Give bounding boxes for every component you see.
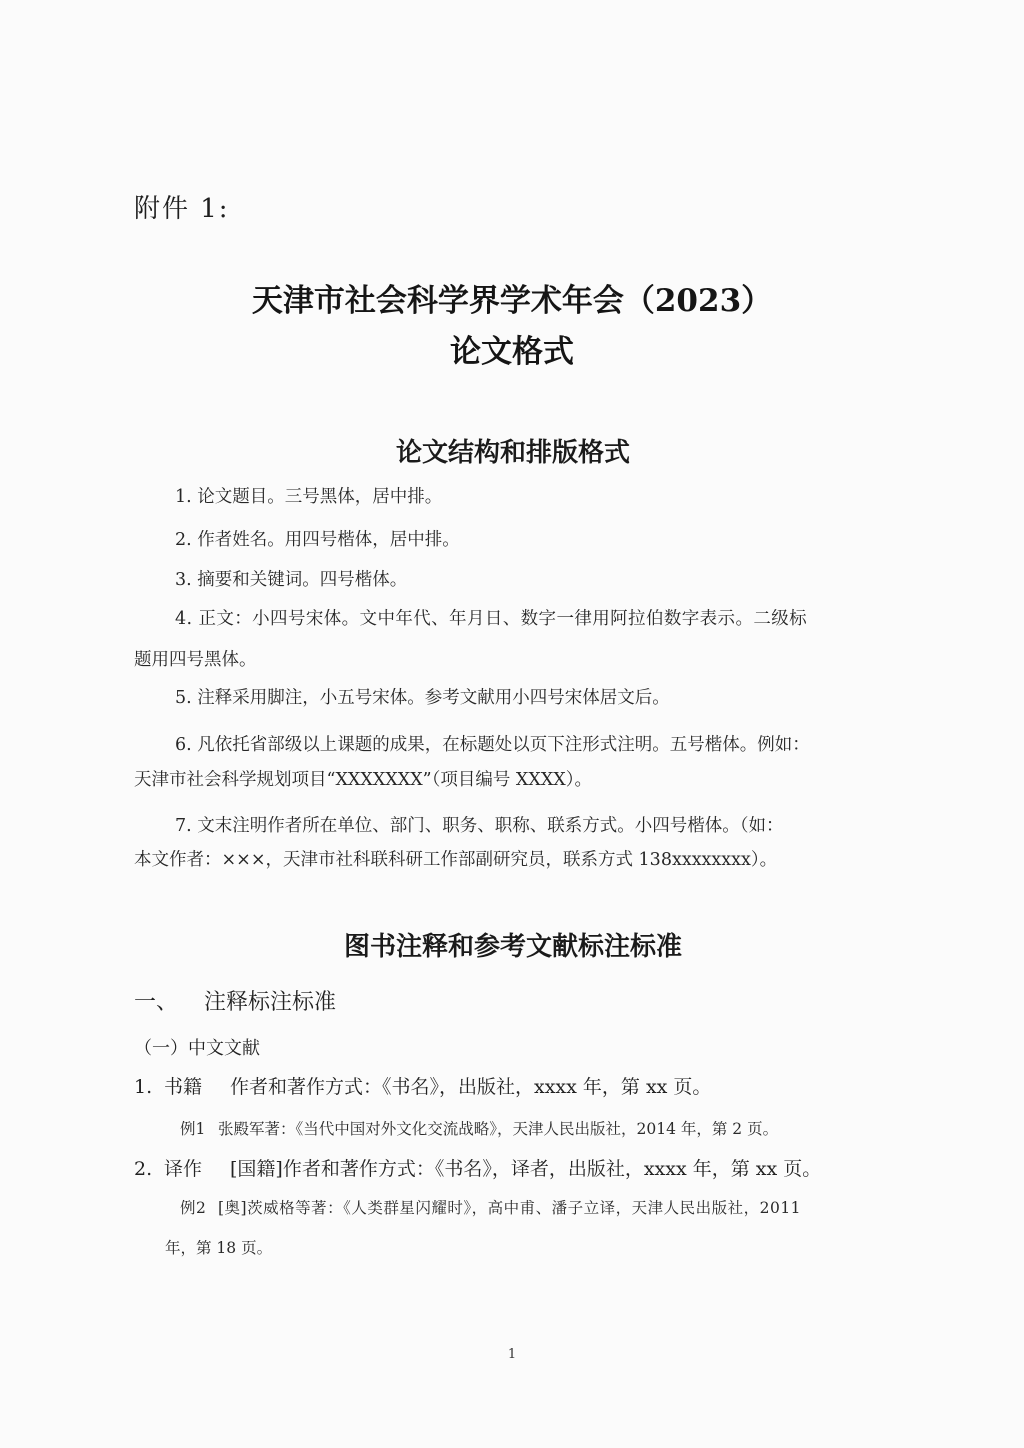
heading-text: 注释标注标准	[204, 990, 337, 1015]
entry-translations	[134, 1160, 821, 1179]
page-number: 1	[507, 1347, 517, 1362]
example-text: [奥]茨威格等著：《人类群星闪耀时》，高中甫、潘子立译，天津人民出版社，2011	[218, 1199, 802, 1217]
document-subtitle: 论文格式	[450, 334, 574, 370]
attachment-label: 附件 1:	[134, 194, 230, 224]
entry-text: 作者和著作方式：《书名》，出版社，xxxx 年，第 xx 页。	[230, 1076, 712, 1098]
entry-number: 2.	[134, 1158, 153, 1180]
entry-books	[134, 1078, 711, 1097]
heading-number: 一、	[134, 990, 179, 1015]
format-item-6-continued: 天津市社会科学规划项目“XXXXXXX”（项目编号 XXXX）。	[134, 770, 592, 790]
format-item-7-continued: 本文作者：×××，天津市社科联科研工作部副研究员，联系方式 138xxxxxxxx）。	[134, 850, 778, 870]
format-item-4-continued: 题用四号黑体。	[134, 650, 257, 670]
entry-label: 书籍	[164, 1076, 203, 1098]
example-label: 例1	[180, 1120, 206, 1138]
document-title: 天津市社会科学界学术年会（2023）	[251, 283, 773, 319]
example-label: 例2	[180, 1199, 207, 1217]
format-item-3: 3. 摘要和关键词。四号楷体。	[175, 570, 408, 590]
section-title-citation: 图书注释和参考文献标注标准	[343, 932, 682, 962]
format-item-7: 7. 文末注明作者所在单位、部门、职务、职称、联系方式。小四号楷体。（如：	[175, 816, 784, 836]
entry-label: 译作	[164, 1158, 203, 1180]
heading-annotation-standard	[134, 992, 336, 1014]
format-item-6: 6. 凡依托省部级以上课题的成果，在标题处以页下注形式注明。五号楷体。例如：	[175, 735, 810, 755]
sub-heading-chinese-literature: （一）中文文献	[134, 1038, 260, 1059]
example-1	[180, 1122, 778, 1138]
format-item-5: 5. 注释采用脚注，小五号宋体。参考文献用小四号宋体居文后。	[175, 688, 670, 708]
example-2	[180, 1201, 801, 1217]
section-title-structure: 论文结构和排版格式	[395, 438, 630, 468]
format-item-4: 4. 正文：小四号宋体。文中年代、年月日、数字一律用阿拉伯数字表示。二级标	[175, 609, 808, 629]
entry-number: 1.	[134, 1076, 153, 1098]
entry-text: [国籍]作者和著作方式：《书名》，译者，出版社，xxxx 年，第 xx 页。	[230, 1158, 822, 1180]
format-item-2: 2. 作者姓名。用四号楷体，居中排。	[175, 530, 460, 550]
example-text: 张殿军著：《当代中国对外文化交流战略》，天津人民出版社，2014 年，第 2 页。	[218, 1120, 779, 1138]
format-item-1: 1. 论文题目。三号黑体，居中排。	[175, 487, 443, 507]
example-2-continued: 年，第 18 页。	[165, 1239, 273, 1257]
